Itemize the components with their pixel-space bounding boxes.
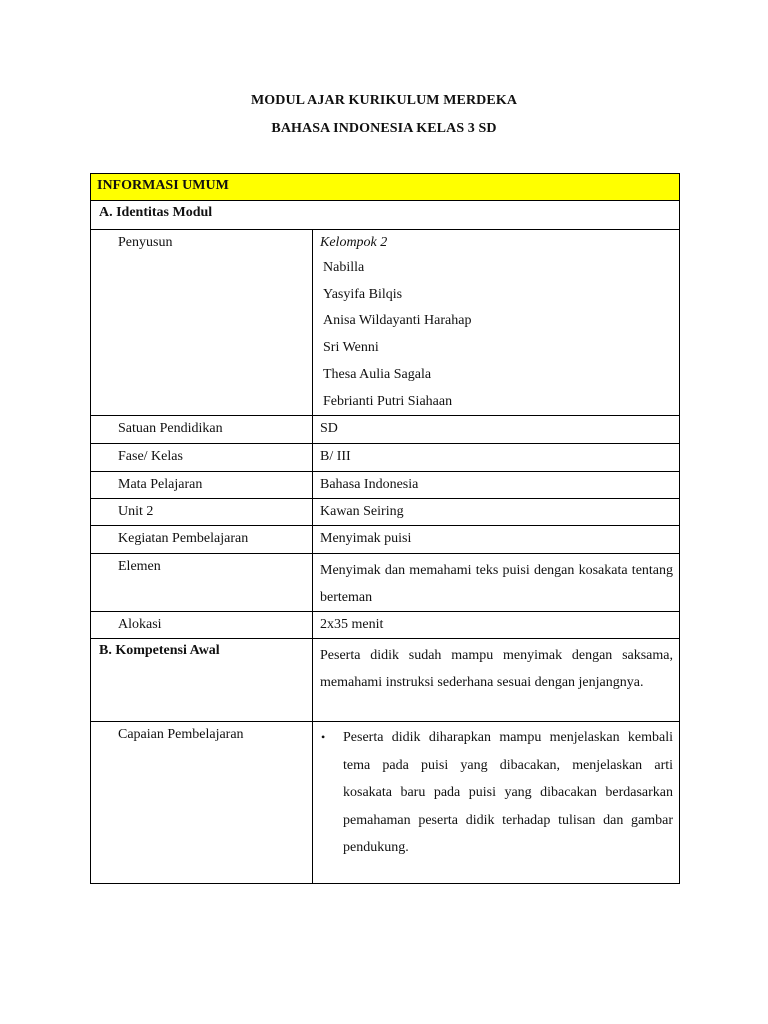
- table-row: [91, 526, 680, 554]
- table-row: [91, 472, 680, 499]
- capaian-text: Peserta didik diharapkan mampu menjelaskan kembali tema pada puisi yang dibacakan, menjelaskan arti kosakata baru pada puisi yang dibacakan berdasarkan pemahaman peserta didik terhadap tulisan dan gambar pendukung.: [343, 730, 674, 856]
- row-value: Bahasa Indonesia: [313, 472, 680, 499]
- author-name: Yasyifa Bilqis: [323, 286, 403, 302]
- row-label: Fase/ Kelas: [91, 444, 313, 472]
- row-label: Satuan Pendidikan: [91, 416, 313, 444]
- table-row: [91, 639, 680, 722]
- row-label: Elemen: [91, 554, 313, 612]
- section-b-heading: B. Kompetensi Awal: [91, 639, 313, 722]
- author-name: Nabilla: [323, 260, 365, 275]
- document-title: MODUL AJAR KURIKULUM MERDEKA: [250, 93, 518, 108]
- table-row: [91, 554, 680, 612]
- table-row: [91, 612, 680, 639]
- kompetensi-awal-value: Peserta didik sudah mampu menyimak dengan saksama, memahami instruksi sederhana sesuai dengan jenjangnya.: [313, 639, 680, 722]
- module-info-table: [90, 173, 680, 884]
- author-name: Sri Wenni: [323, 340, 379, 356]
- capaian-label: Capaian Pembelajaran: [91, 722, 313, 884]
- table-row: [91, 444, 680, 472]
- table-row: [91, 201, 680, 230]
- row-value: Kawan Seiring: [313, 499, 680, 526]
- bullet-icon: •: [321, 730, 326, 745]
- author-name: Anisa Wildayanti Harahap: [323, 313, 472, 329]
- row-value: B/ III: [313, 444, 680, 472]
- row-value: 2x35 menit: [313, 612, 680, 639]
- row-label: Kegiatan Pembelajaran: [91, 526, 313, 554]
- penyusun-label: Penyusun: [91, 230, 313, 416]
- table-heading-row: [91, 174, 680, 201]
- section-a-heading: A. Identitas Modul: [91, 201, 680, 230]
- row-value: Menyimak puisi: [313, 526, 680, 554]
- penyusun-value: [313, 230, 680, 416]
- row-value: Menyimak dan memahami teks puisi dengan kosakata tentang berteman: [313, 554, 680, 612]
- table-row: [91, 416, 680, 444]
- group-name: Kelompok 2: [320, 235, 388, 250]
- author-name: Thesa Aulia Sagala: [323, 366, 432, 382]
- row-label: Mata Pelajaran: [91, 472, 313, 499]
- row-label: Alokasi: [91, 612, 313, 639]
- author-name: Febrianti Putri Siahaan: [323, 393, 453, 409]
- row-value: SD: [313, 416, 680, 444]
- table-row: [91, 499, 680, 526]
- row-label: Unit 2: [91, 499, 313, 526]
- table-row: [91, 230, 680, 416]
- document-subtitle: BAHASA INDONESIA KELAS 3 SD: [271, 121, 497, 136]
- capaian-value: [313, 722, 680, 884]
- table-row: [91, 722, 680, 884]
- table-heading: INFORMASI UMUM: [91, 174, 680, 201]
